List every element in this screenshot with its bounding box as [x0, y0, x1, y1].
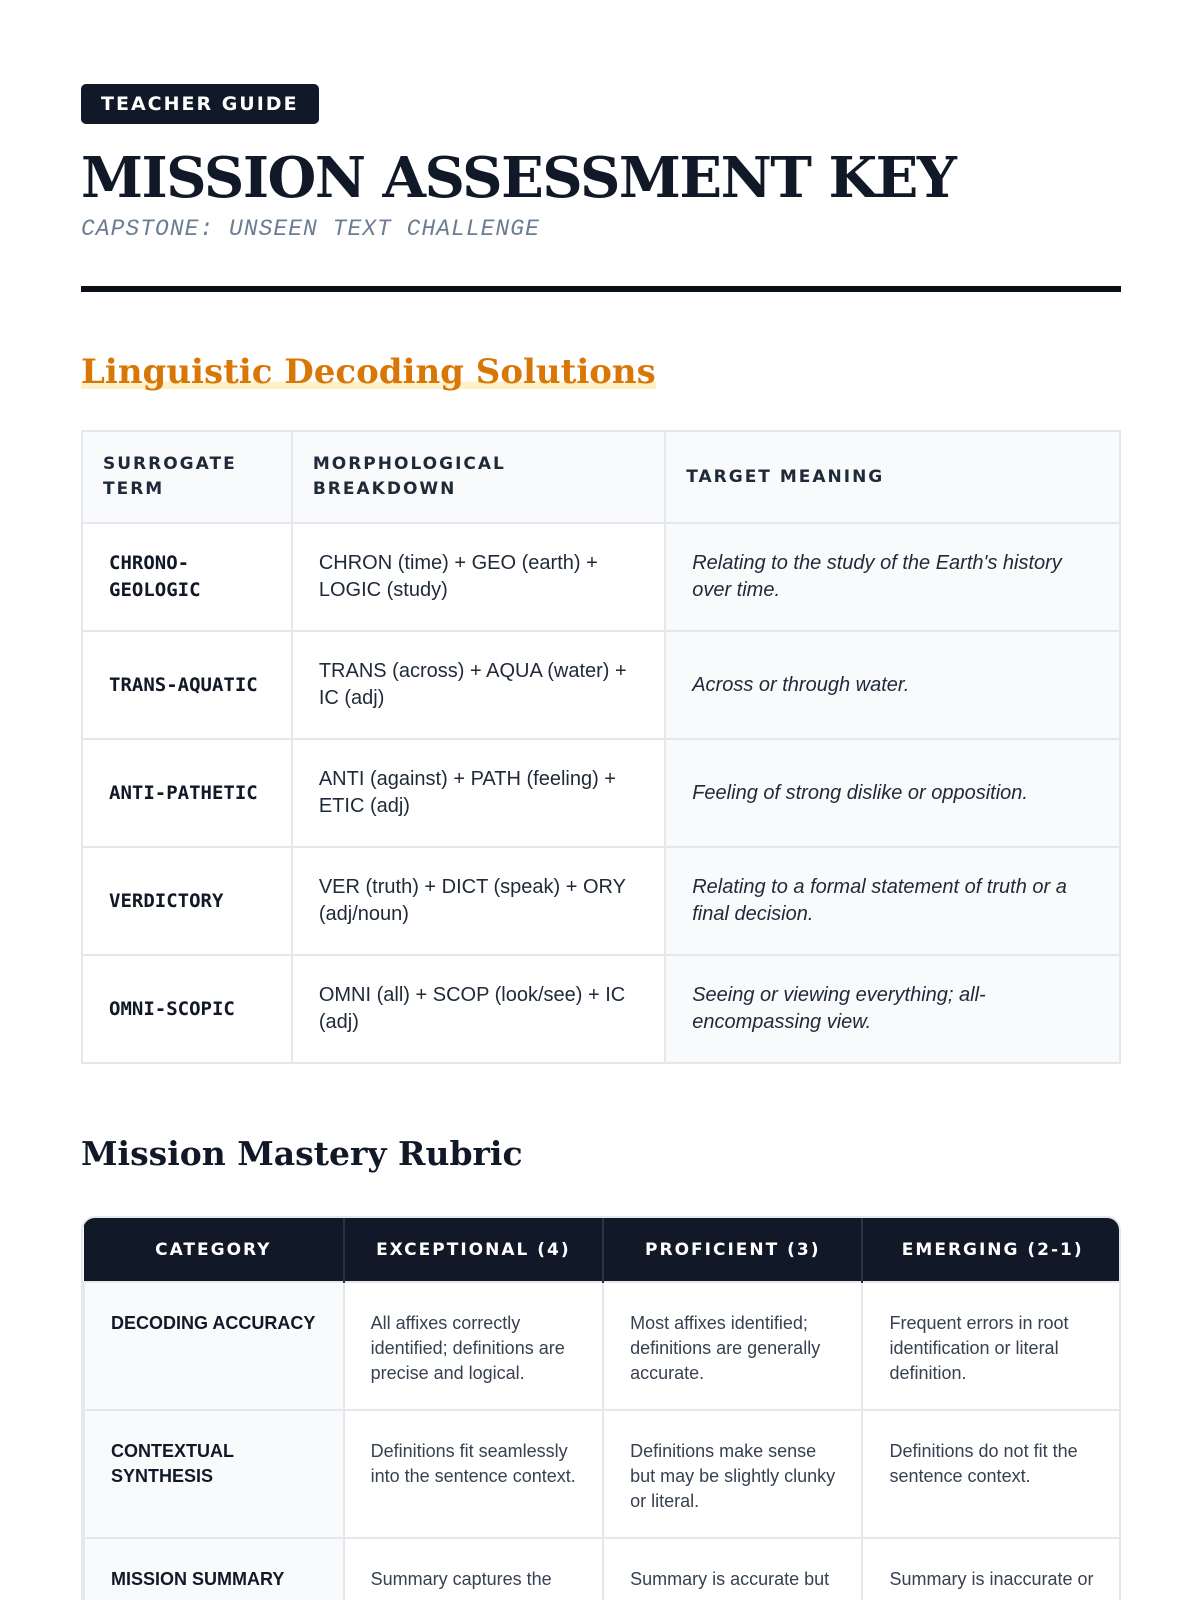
header-divider — [81, 286, 1121, 292]
rubric-exceptional-criteria: Summary captures the — [344, 1538, 603, 1600]
column-header-category: CATEGORY — [84, 1218, 344, 1282]
column-header-surrogate-term: SURROGATE TERM — [82, 431, 292, 523]
column-header-emerging: EMERGING (2-1) — [862, 1218, 1121, 1282]
table-row — [82, 739, 1120, 847]
rubric-emerging-criteria: Summary is inaccurate or — [862, 1538, 1121, 1600]
column-header-exceptional: EXCEPTIONAL (4) — [344, 1218, 603, 1282]
page-title: MISSION ASSESSMENT KEY — [81, 145, 956, 211]
rubric-emerging-criteria: Frequent errors in root identification or literal definition. — [862, 1282, 1121, 1410]
column-header-target-meaning: TARGET MEANING — [665, 431, 1120, 523]
table-row — [84, 1410, 1121, 1538]
morphological-breakdown: TRANS (across) + AQUA (water) + IC (adj) — [292, 631, 665, 739]
rubric-table — [83, 1218, 1121, 1600]
rubric-category: DECODING ACCURACY — [84, 1282, 344, 1410]
surrogate-term: TRANS-AQUATIC — [82, 631, 292, 739]
target-meaning: Relating to the study of the Earth's history over time. — [665, 523, 1120, 631]
table-row — [82, 523, 1120, 631]
morphological-breakdown: VER (truth) + DICT (speak) + ORY (adj/noun) — [292, 847, 665, 955]
rubric-table-container — [81, 1216, 1121, 1600]
target-meaning: Across or through water. — [665, 631, 1120, 739]
decoding-table — [81, 430, 1121, 1064]
surrogate-term: VERDICTORY — [82, 847, 292, 955]
rubric-exceptional-criteria: All affixes correctly identified; definitions are precise and logical. — [344, 1282, 603, 1410]
table-row — [82, 847, 1120, 955]
rubric-exceptional-criteria: Definitions fit seamlessly into the sentence context. — [344, 1410, 603, 1538]
column-header-morphological-breakdown: MORPHOLOGICAL BREAKDOWN — [292, 431, 665, 523]
surrogate-term: OMNI-SCOPIC — [82, 955, 292, 1063]
decoding-section-heading: Linguistic Decoding Solutions — [81, 352, 656, 392]
morphological-breakdown: CHRON (time) + GEO (earth) + LOGIC (study) — [292, 523, 665, 631]
target-meaning: Relating to a formal statement of truth or a final decision. — [665, 847, 1120, 955]
rubric-category: MISSION SUMMARY — [84, 1538, 344, 1600]
rubric-proficient-criteria: Definitions make sense but may be slightly clunky or literal. — [603, 1410, 862, 1538]
surrogate-term: ANTI-PATHETIC — [82, 739, 292, 847]
morphological-breakdown: OMNI (all) + SCOP (look/see) + IC (adj) — [292, 955, 665, 1063]
rubric-proficient-criteria: Most affixes identified; definitions are generally accurate. — [603, 1282, 862, 1410]
teacher-guide-badge: TEACHER GUIDE — [81, 84, 319, 124]
table-row — [84, 1282, 1121, 1410]
rubric-section-heading: Mission Mastery Rubric — [81, 1134, 523, 1173]
table-row — [82, 631, 1120, 739]
rubric-header-row — [84, 1218, 1121, 1282]
column-header-proficient: PROFICIENT (3) — [603, 1218, 862, 1282]
surrogate-term: CHRONO-GEOLOGIC — [82, 523, 292, 631]
rubric-category: CONTEXTUAL SYNTHESIS — [84, 1410, 344, 1538]
rubric-emerging-criteria: Definitions do not fit the sentence context. — [862, 1410, 1121, 1538]
assessment-key-page — [81, 84, 1121, 1600]
target-meaning: Feeling of strong dislike or opposition. — [665, 739, 1120, 847]
rubric-proficient-criteria: Summary is accurate but — [603, 1538, 862, 1600]
morphological-breakdown: ANTI (against) + PATH (feeling) + ETIC (adj) — [292, 739, 665, 847]
table-row — [84, 1538, 1121, 1600]
table-row — [82, 955, 1120, 1063]
decoding-table-header-row — [82, 431, 1120, 523]
page-subtitle: CAPSTONE: UNSEEN TEXT CHALLENGE — [81, 216, 540, 242]
target-meaning: Seeing or viewing everything; all-encompassing view. — [665, 955, 1120, 1063]
